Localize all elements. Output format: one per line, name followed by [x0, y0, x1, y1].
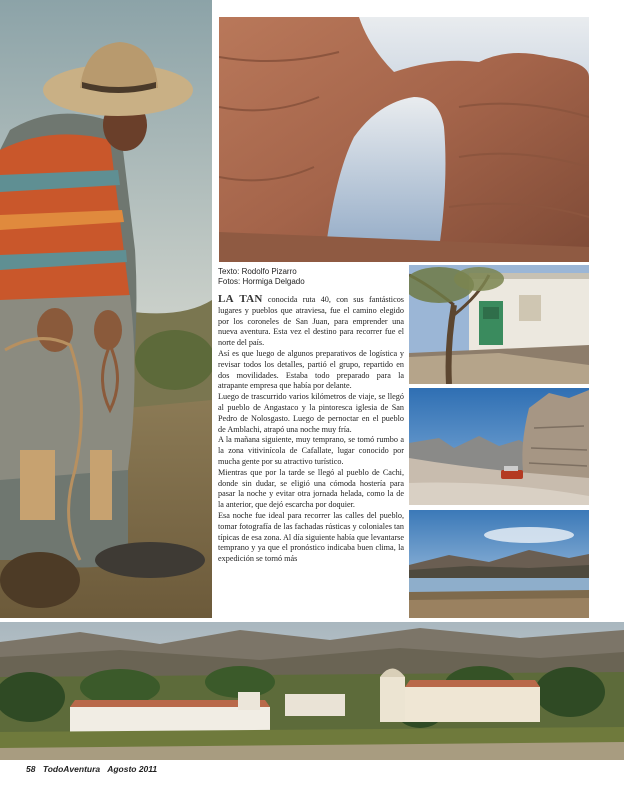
article-paragraph: LA TAN conocida ruta 40, con sus fantásticos lugares y pueblos que atraviesa, fue el camino elegido por los coroneles de San Juan, para emprender una nueva aventura. Esta vez el destino para recorrer fue el norte del país.: [218, 293, 404, 348]
article-paragraph: Mientras que por la tarde se llegó al pueblo de Cachi, donde sin dudar, se eligió una cómoda hostería para pasar la noche y evitar otra jornada helada, como la de la anterior, que dejó escarcha por doquier.: [218, 467, 404, 510]
issue-date: Agosto 2011: [107, 764, 158, 774]
credits: [218, 267, 404, 287]
man-with-hat-photo: [0, 0, 212, 618]
rock-formations-road-photo: [409, 388, 589, 505]
lead-word: LA TAN: [218, 293, 263, 305]
village-street-photo: [409, 265, 589, 384]
article-paragraph: Esa noche fue ideal para recorrer las calles del pueblo, tomar fotografía de las fachadas rústicas y coloniales tan típicas de esa zona. Al día siguiente había que levantarse temprano y ya que el pronóstico indicaba buen clima, la expedición se tornó más: [218, 510, 404, 564]
text-credit: Texto: Rodolfo Pizarro: [218, 267, 297, 276]
article-column: [218, 267, 404, 617]
magazine-name: TodoAventura: [42, 764, 101, 774]
article-paragraph: A la mañana siguiente, muy temprano, se tomó rumbo a la zona vitivinícola de Cafallate, lugar conocido por mucha gente por su atractivo turístico.: [218, 435, 404, 466]
colonial-village-panorama-photo: [0, 622, 624, 760]
lake-mountains-photo: [409, 510, 589, 618]
rock-arch-photo: [219, 17, 589, 262]
article-paragraph: Así es que luego de algunos preparativos de logística y revisar todos los detalles, partió el grupo, repartido en dos movilidades. Estaba todo preparado para la atrapante empresa que había por delante.: [218, 348, 404, 391]
photo-credit: Fotos: Hormiga Delgado: [218, 277, 305, 286]
page-footer: [26, 764, 162, 776]
article-paragraph: Luego de trascurrido varios kilómetros de viaje, se llegó al pueblo de Angastaco y la pintoresca iglesia de San Pedro de Nolosgasto. Luego de pernoctar en el pueblo de Amblachi, atrapó una noche muy fría.: [218, 392, 404, 434]
page-number: 58: [26, 764, 36, 774]
